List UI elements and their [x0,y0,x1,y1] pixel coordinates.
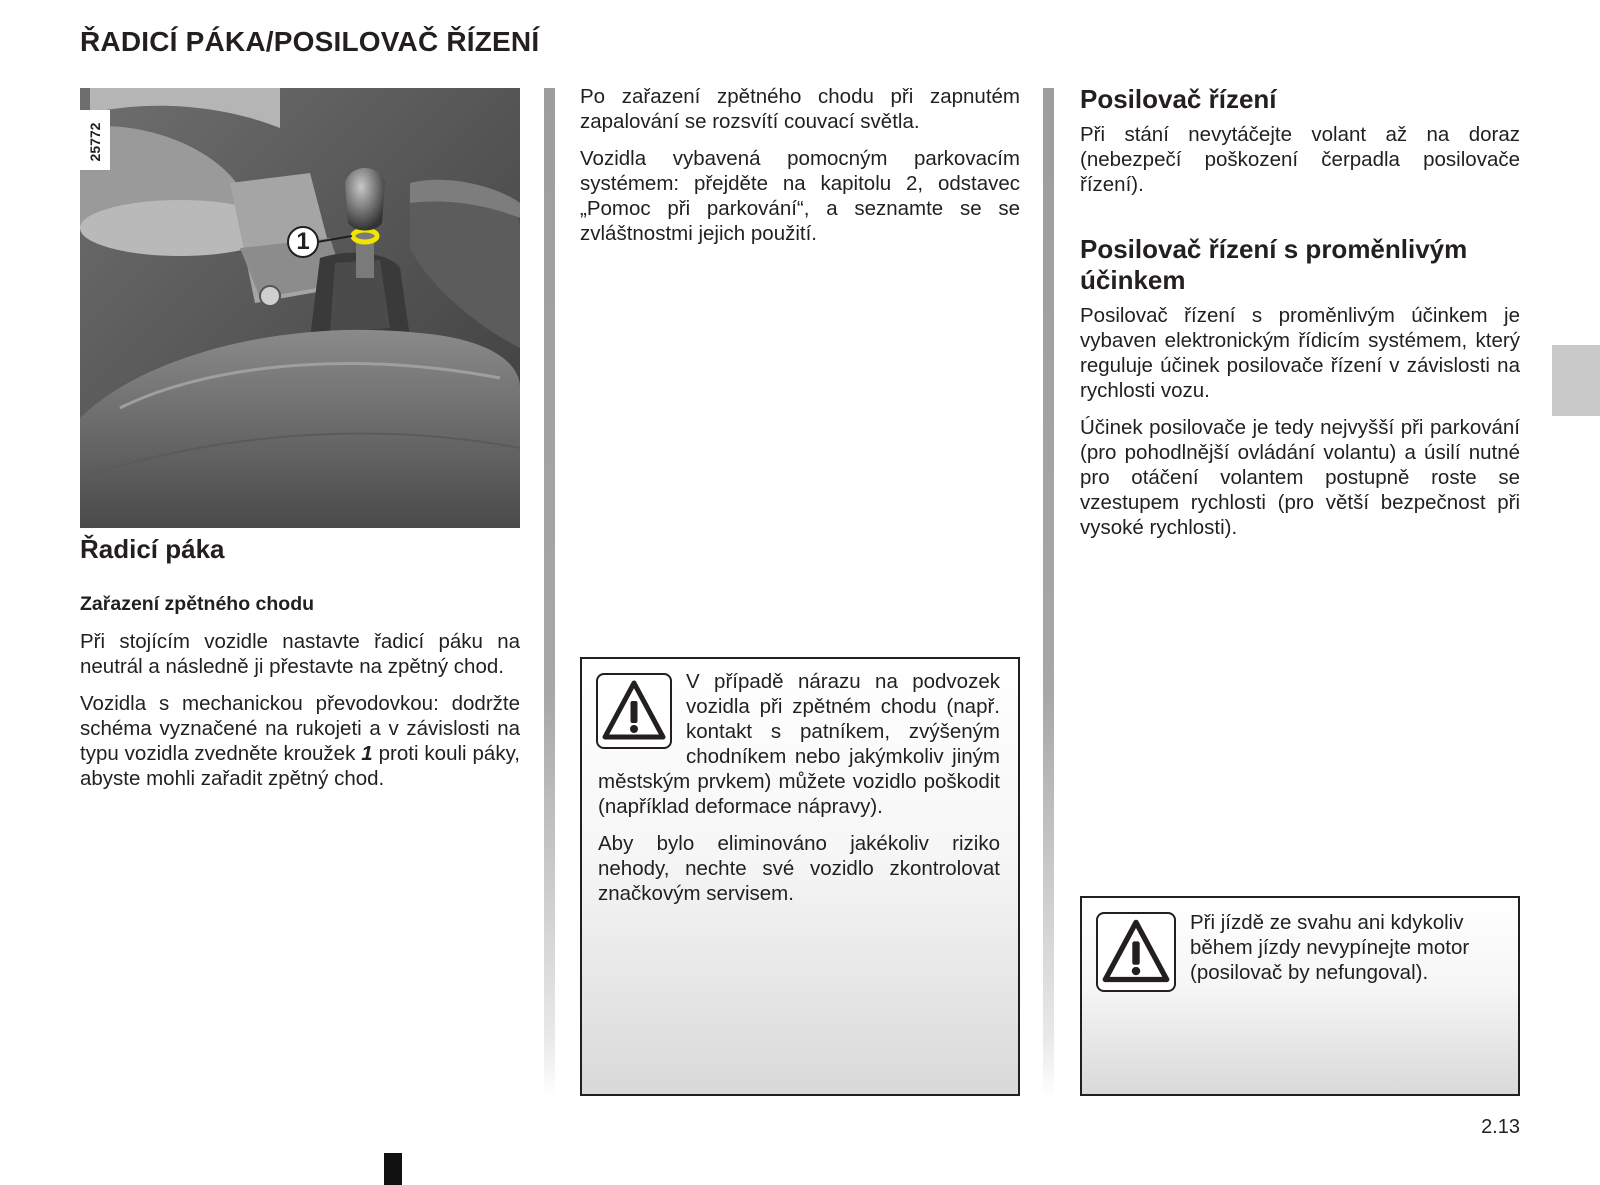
middle-column [580,84,1020,246]
ring-reference: 1 [361,742,373,765]
paragraph [80,691,520,791]
paragraph: Při stání nevytáčejte volant až na doraz (nebezpečí poškození čerpadla posilovače řízení). [1080,123,1520,196]
gear-lever-photo [80,88,520,528]
warning-text: Při jízdě ze svahu ani kdykoliv během jízdy nevypínejte motor (posilovač by nefungoval). [1190,911,1470,984]
page-title: ŘADICÍ PÁKA/POSILOVAČ ŘÍZENÍ [80,26,540,57]
paragraph: Vozidla vybavená pomocným parkovacím systémem: přejděte na kapitolu 2, odstavec „Pomoc při parkování“, a seznamte se se zvláštnostmi jejich použití. [580,147,1020,245]
column-divider [544,88,555,1098]
chapter-tab [1552,345,1600,416]
warning-text: Aby bylo eliminováno jakékoliv riziko nehody, nechte své vozidlo zkontrolovat značkovým servisem. [598,832,1000,905]
paragraph: Po zařazení zpětného chodu při zapnutém zapalování se rozsvítí couvací světla. [580,85,1020,133]
crop-mark [384,1153,402,1185]
paragraph: Posilovač řízení s proměnlivým účinkem je vybaven elektronickým řídicím systémem, který reguluje účinek posilovače řízení v závislosti na rychlosti vozu. [1080,304,1520,402]
paragraph-text: proti kouli páky, abyste mohli zařadit zpětný chod. [80,742,521,790]
warning-box-collision [580,657,1020,1096]
paragraph: Při stojícím vozidle nastavte řadicí páku na neutrál a následně ji přestavte na zpětný chod. [80,630,520,678]
gear-lever-illustration [80,88,520,528]
warning-box-engine [1080,896,1520,1096]
warning-triangle-icon [1096,912,1176,992]
right-column [1080,84,1520,540]
callout-marker: 1 [287,226,319,258]
section-heading-gear-lever: Řadicí páka [80,534,225,564]
photo-code-text: 25772 [87,122,103,162]
section-heading-power-steering: Posilovač řízení [1080,84,1277,114]
section-heading-variable-power-steering: Posilovač řízení s proměnlivým účinkem [1080,234,1468,295]
paragraph-text: Vozidla s mechanickou převodovkou: dodržte schéma vyznačené na rukojeti a v závislosti na typu vozidla zvedněte kroužek [80,692,520,765]
subheading-reverse-gear: Zařazení zpětného chodu [80,593,315,615]
paragraph: Účinek posilovače je tedy nejvyšší při parkování (pro pohodlnější ovládání volantu) a úsilí nutné pro otáčení volantem postupně roste se vzestupem rychlosti (pro větší bezpečnost při vysoké rychlosti). [1080,416,1520,539]
column-divider [1043,88,1054,1098]
left-column [80,534,520,791]
page-number: 2.13 [1481,1116,1520,1138]
photo-reference-code [80,110,110,170]
warning-text: V případě nárazu na podvozek vozidla při zpětném chodu (např. kontakt s patníkem, zvýšeným chodníkem nebo jakýmkoliv jiným městským prvkem) můžete vozidlo poškodit (například deformace nápravy). [598,670,1000,818]
